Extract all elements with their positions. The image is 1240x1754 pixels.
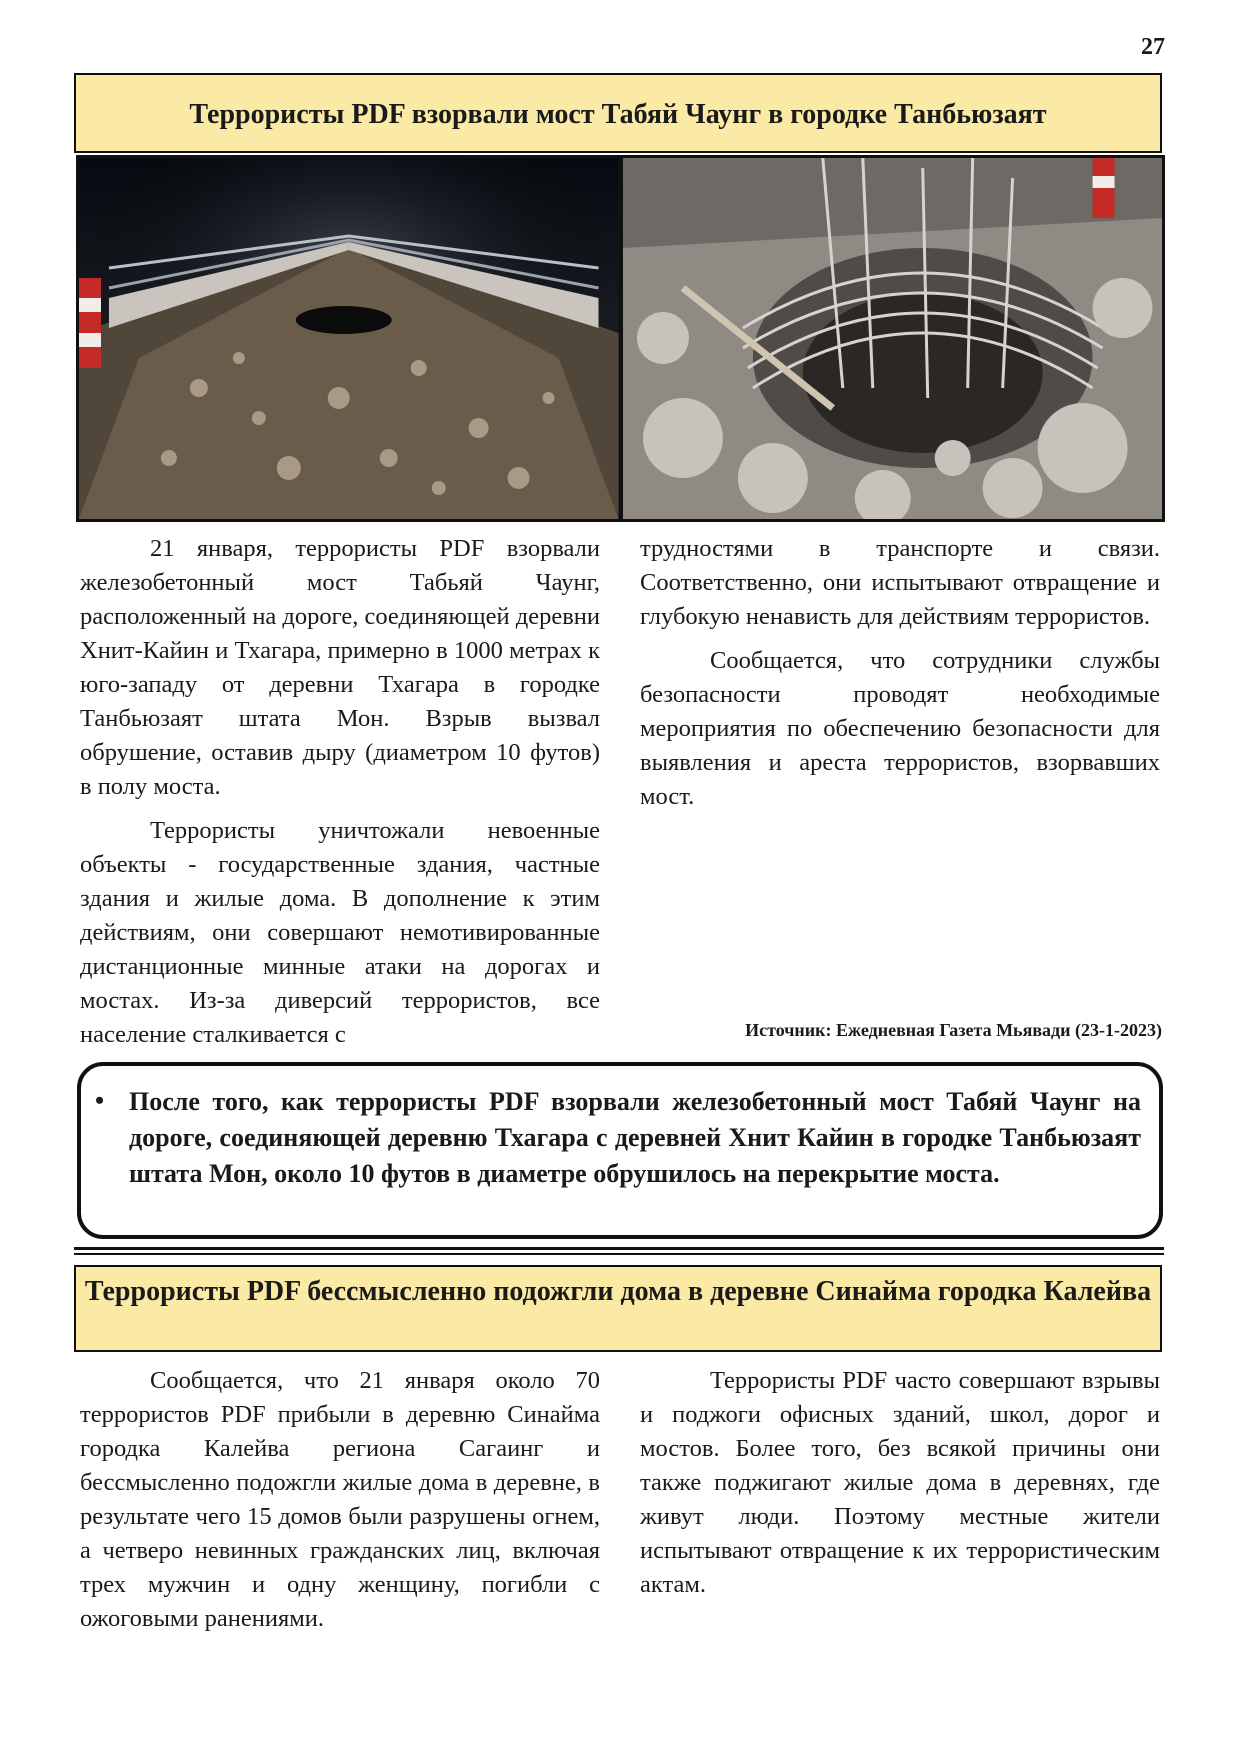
callout-text: После того, как террористы PDF взорвали железобетонный мост Табяй Чаунг на дороге, соединяющей деревню Тхагара с деревней Хнит Кайин в городке Танбьюзаят штата Мон, около 10 футов в диаметре обрушилось на перекрытие моста.: [129, 1087, 1141, 1188]
article-1-paragraph: Террористы уничтожали невоенные объекты - государственные здания, частные здания и жилые дома. В дополнение к этим действиям, они совершают немотивированные дистанционные минные атаки на дорогах и мостах. Из-за диверсий террористов, все население сталкивается с: [80, 817, 600, 1048]
article-1-column-left: [80, 532, 600, 1062]
page-number: 27: [1141, 34, 1165, 60]
section-divider: [74, 1247, 1164, 1250]
article-1-column-right: [640, 532, 1160, 824]
summary-callout: [77, 1062, 1163, 1239]
section-divider: [74, 1253, 1164, 1255]
article-1-paragraph: Сообщается, что сотрудники службы безопасности проводят необходимые мероприятия по обеспечению безопасности для выявления и ареста террористов, взорвавших мост.: [640, 647, 1160, 810]
photo-strip: [76, 155, 1165, 522]
photo-bridge-night: [79, 158, 619, 519]
bullet-icon: •: [95, 1086, 105, 1115]
article-1-source: Источник: Ежедневная Газета Мьявади (23-1-2023): [745, 1020, 1162, 1040]
article-2-column-left: [80, 1364, 600, 1646]
article-2-column-right: [640, 1364, 1160, 1612]
article-1-paragraph: трудностями в транспорте и связи. Соответственно, они испытывают отвращение и глубокую ненависть для действиям террористов.: [640, 535, 1160, 630]
article-2-paragraph: Террористы PDF часто совершают взрывы и поджоги офисных зданий, школ, дорог и мостов. Более того, без всякой причины они также поджигают жилые дома в деревнях, где живут люди. Поэтому местные жители испытывают отвращение к их террористическим актам.: [640, 1367, 1160, 1598]
article-2-title: Террористы PDF бессмысленно подожгли дома в деревне Синайма городка Калейва: [74, 1265, 1162, 1352]
photo-bridge-crater: [623, 158, 1163, 519]
article-2-paragraph: Сообщается, что 21 января около 70 террористов PDF прибыли в деревню Синайма городка Калейва региона Сагаинг и бессмысленно подожгли жилые дома в деревне, в результате чего 15 домов были разрушены огнем, а четверо невинных гражданских лиц, включая трех мужчин и одну женщину, погибли с ожоговыми ранениями.: [80, 1367, 600, 1632]
article-1-title: Террористы PDF взорвали мост Табяй Чаунг в городке Танбьюзаят: [74, 73, 1162, 153]
article-1-paragraph: 21 января, террористы PDF взорвали железобетонный мост Табьяй Чаунг, расположенный на дороге, соединяющей деревни Хнит-Кайин и Тхагара, примерно в 1000 метрах к юго-западу от деревни Тхагара в городке Танбьюзаят штата Мон. Взрыв вызвал обрушение, оставив дыру (диаметром 10 футов) в полу моста.: [80, 535, 600, 800]
